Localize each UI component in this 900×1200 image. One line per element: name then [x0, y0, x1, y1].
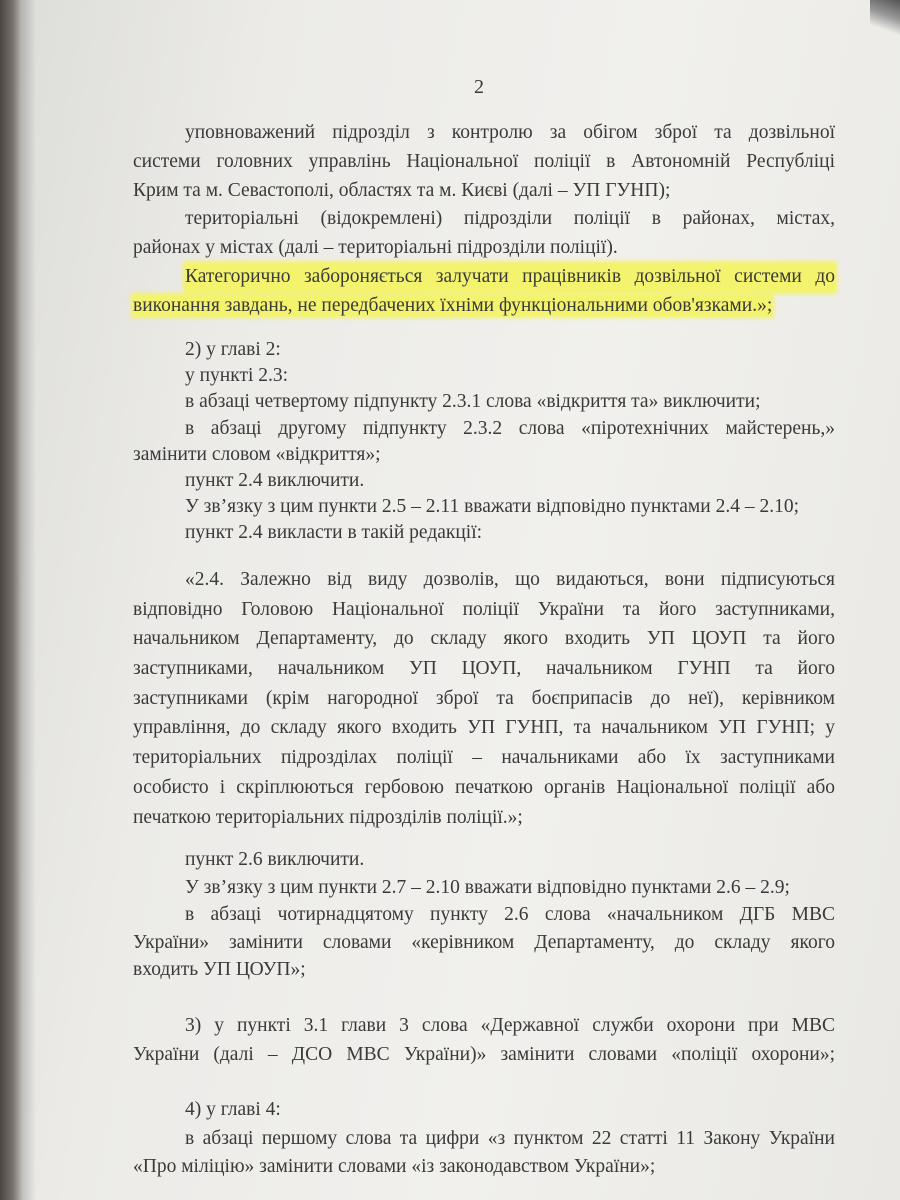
text-line: замінити словом «відкриття»;: [133, 443, 381, 465]
text-line: уповноважений підрозділ з контролю за обігом зброї та дозвільної: [185, 122, 835, 143]
highlighted-text: Категорично забороняється залучати працівників дозвільної системи до: [185, 263, 835, 292]
text-line: в абзаці четвертому підпункту 2.3.1 слова «відкриття та» виключити;: [185, 391, 761, 413]
text-line: Крим та м. Севастополі, областях та м. Києві (далі – УП ГУНП);: [133, 179, 671, 201]
text-line: у пункті 2.3:: [185, 365, 289, 387]
text-line: України (далі – ДСО МВС України)» замінити словами «поліції охорони»;: [133, 1044, 835, 1065]
text-line: заступниками (крім нагородної зброї та боєприпасів до неї), керівником: [133, 687, 835, 709]
text-line: 4) у главі 4:: [185, 1099, 281, 1120]
text-line: відповідно Головою Національної поліції України та його заступниками,: [133, 598, 835, 620]
text-line: «Про міліцію» замінити словами «із законодавством України»;: [133, 1156, 656, 1178]
text-line: [133, 263, 835, 292]
text-line: «2.4. Залежно від виду дозволів, що видаються, вони підписуються: [185, 569, 835, 590]
text-line: входить УП ЦОУП»;: [133, 959, 306, 981]
text-line: пункт 2.4 викласти в такій редакції:: [185, 522, 483, 544]
text-line: [133, 292, 835, 321]
highlighted-text: виконання завдань, не передбачених їхніми функціональними обов'язками.»;: [133, 294, 773, 316]
text-line: 2) у главі 2:: [185, 339, 281, 360]
text-line: 3) у пункті 3.1 глави 3 слова «Державної служби охорони при МВС: [185, 1015, 835, 1036]
text-line: в абзаці другому підпункту 2.3.2 слова «піротехнічних майстерень,»: [185, 417, 835, 439]
paragraph-2-4-text: [133, 565, 835, 832]
text-line: У зв’язку з цим пункти 2.5 – 2.11 вважати відповідно пунктами 2.4 – 2.10;: [185, 496, 799, 518]
text-line: печаткою територіальних підрозділів поліції.»;: [133, 806, 523, 828]
text-line: України» замінити словами «керівником Департаменту, до складу якого: [133, 931, 835, 953]
text-line: начальником Департаменту, до складу якого входить УП ЦОУП та його: [133, 628, 835, 650]
text-line: районах у містах (далі – територіальні підрозділи поліції).: [133, 237, 618, 259]
text-line: заступниками, начальником УП ЦОУП, начальником ГУНП та його: [133, 658, 835, 680]
text-line: пункт 2.4 виключити.: [185, 469, 365, 491]
text-line: пункт 2.6 виключити.: [185, 849, 365, 870]
text-line: в абзаці чотирнадцятому пункту 2.6 слова «начальником ДГБ МВС: [185, 904, 835, 926]
page-corner: [870, 0, 900, 40]
text-line: системи головних управлінь Національної поліції в Автономній Республіці: [133, 150, 835, 172]
paragraph-chapter-4: [133, 1096, 835, 1182]
paragraph-2-6: [133, 846, 835, 984]
binder-edge: [0, 0, 22, 1200]
text-line: в абзаці першому слова та цифри «з пунктом 22 статті 11 Закону України: [185, 1127, 835, 1149]
text-line: територіальних підрозділах поліції – начальниками або їх заступниками: [133, 747, 835, 769]
paragraph-authorities: [133, 119, 835, 321]
paragraph-chapter-3: [133, 1011, 835, 1069]
page-shadow: [22, 0, 36, 1200]
text-line: управління, до складу якого входить УП ГУНП, та начальником УП ГУНП; у: [133, 717, 835, 739]
text-line: особисто і скріплюються гербовою печаткою органів Національної поліції або: [133, 776, 835, 798]
page-number: 2: [474, 76, 484, 98]
paragraph-chapter-2: [133, 337, 835, 547]
text-line: У зв’язку з цим пункти 2.7 – 2.10 вважати відповідно пунктами 2.6 – 2.9;: [185, 876, 790, 898]
text-line: територіальні (відокремлені) підрозділи поліції в районах, містах,: [185, 208, 835, 230]
